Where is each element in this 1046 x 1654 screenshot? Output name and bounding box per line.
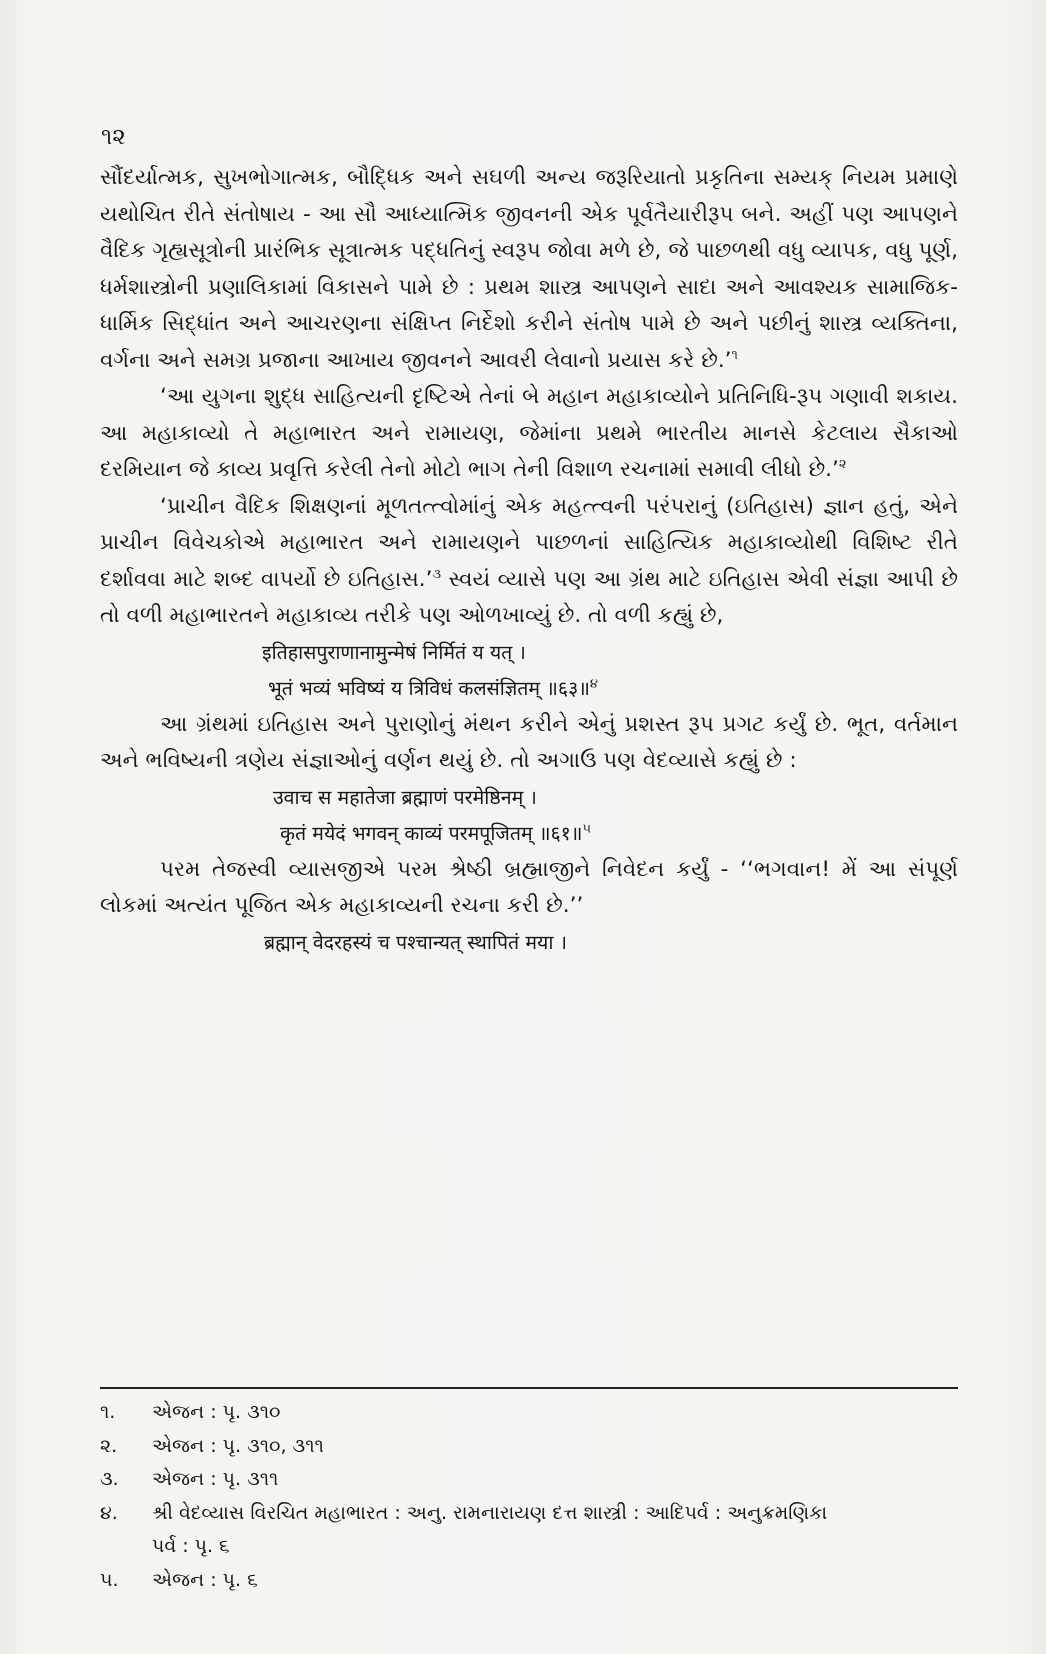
paragraph: પરમ તેજસ્વી વ્યાસજીએ પરમ શ્રેષ્ઠી બ્રહ્માજીને નિવેદન કર્યું - ‘‘ભગવાન! મેં આ સંપૂર્ણ લોકમાં અત્યંત પૂજિત એક મહાકાવ્યની રચના કરી છે.’’ (100, 856, 958, 918)
sanskrit-verse-line: उवाच स महातेजा ब्रह्माणं परमेष्ठिनम् । (273, 785, 537, 809)
verse-text: भूतं भव्यं भविष्यं य त्रिविधं कलसंज्ञितम् ॥६३॥ (268, 676, 590, 700)
footnote-ref: ૪ (589, 676, 598, 691)
sanskrit-verse-line: ब्रह्मान् वेदरहस्यं च पश्चान्यत् स्थापितं मया । (264, 930, 567, 954)
verse-text: कृतं मयेदं भगवन् काव्यं परमपूजितम् ॥६१॥ (280, 821, 583, 845)
footnote (100, 1430, 970, 1464)
footnote-ref: ૫ (582, 821, 592, 836)
sanskrit-verse-line (100, 816, 958, 852)
footnote-ref: ૩ (432, 566, 442, 582)
paragraph: આ ગ્રંથમાં ઇતિહાસ અને પુરાણોનું મંથન કરીને એનું પ્રશસ્ત રૂપ પ્રગટ કર્યું છે. ભૂત, વર્તમાન અને ભવિષ્યની ત્રણેય સંજ્ઞાઓનું વર્ણન થયું છે. તો અગાઉ પણ વેદવ્યાસે કહ્યું છે : (100, 711, 958, 773)
footnote-text: એજન : પૃ. ૩૧૦ (152, 1401, 281, 1423)
body-text (100, 160, 958, 961)
paragraph-text: ‘પ્રાચીન વૈદિક શિક્ષણનાં મૂળતત્ત્વોમાંનું એક મહત્ત્વની પરંપરાનું (ઇતિહાસ) જ્ઞાન હતું, એને પ્રાચીન વિવેચકોએ મહાભારત અને રામાયણને પાછળનાં સાહિત્યિક મહાકાવ્યોથી વિશિષ્ટ રીતે દર્શાવવા માટે શબ્દ વાપર્યો છે ઇતિહાસ.’ (100, 493, 958, 592)
footnote (100, 1564, 970, 1598)
paragraph-text: ‘આ યુગના શુદ્ધ સાહિત્યની દૃષ્ટિએ તેનાં બે મહાન મહાકાવ્યોને પ્રતિનિધિ-રૂપ ગણાવી શકાય. આ મહાકાવ્યો તે મહાભારત અને રામાયણ, જેમાંના પ્રથમે ભારતીય માનસે કેટલાય સૈકાઓ દરમિયાન જે કાવ્ય પ્રવૃત્તિ કરેલી તેનો મોટો ભાગ તેની વિશાળ રચનામાં સમાવી લીધો છે.’ (100, 384, 958, 482)
paragraph-text: સૌંદર્યાત્મક, સુખભોગાત્મક, બૌદ્ધિક અને સઘળી અન્ય જરૂરિયાતો પ્રકૃતિના સમ્યક્ નિયમ પ્રમાણે યથોચિત રીતે સંતોષાય - આ સૌ આધ્યાત્મિક જીવનની એક પૂર્વતૈયારીરૂપ બને. અહીં પણ આપણને વૈદિક ગૃહ્યસૂત્રોની પ્રારંભિક સૂત્રાત્મક પદ્ધતિનું સ્વરૂપ જોવા મળે છે, જે પાછળથી વધુ વ્યાપક, વધુ પૂર્ણ, ધર્મશાસ્ત્રોની પ્રણાલિકામાં વિકાસને પામે છે : પ્રથમ શાસ્ત્ર આપણને સાદા અને આવશ્યક સામાજિક-ધાર્મિક સિદ્ધાંત અને આચરણના સંક્ષિપ્ત નિર્દેશો કરીને સંતોષ પામે છે અને પછીનું શાસ્ત્ર વ્યક્તિના, વર્ગના અને સમગ્ર પ્રજાના આખાય જીવનને આવરી લેવાનો પ્રયાસ કરે છે.’ (100, 165, 958, 373)
paragraph-text: સ્વયં વ્યાસે પણ આ ગ્રંથ માટે ઇતિહાસ એવી સંજ્ઞા આપી છે તો વળી મહાભારતને મહાકાવ્ય તરીકે પણ ઓળખાવ્યું છે. તો વળી કહ્યું છે, (100, 566, 958, 628)
footnote-ref: ૧ (731, 347, 738, 363)
footnote-continuation: પર્વ : પૃ. ૬ (152, 1535, 230, 1557)
footnotes (100, 1396, 970, 1597)
paragraph (100, 489, 958, 635)
footnote-text: એજન : પૃ. ૩૧૦, ૩૧૧ (152, 1434, 324, 1457)
footnote-divider (100, 1387, 958, 1389)
page-number: ૧૨ (101, 124, 126, 150)
paragraph (100, 160, 958, 379)
sanskrit-verse-line (100, 671, 958, 707)
footnote (100, 1463, 970, 1497)
footnote (100, 1497, 970, 1531)
footnote-number: ૪. (100, 1501, 118, 1524)
footnote-number: ૧. (100, 1401, 116, 1423)
footnote (100, 1396, 970, 1430)
footnote-number: ૩. (100, 1468, 119, 1490)
footnote-ref: ૨ (838, 456, 847, 472)
sanskrit-verse-line: इतिहासपुराणानामुन्मेषं निर्मितं य यत् । (262, 640, 526, 664)
paragraph (100, 379, 958, 489)
footnote-number: ૨. (100, 1434, 118, 1457)
footnote-number: ૫. (100, 1568, 119, 1591)
footnote-text: એજન : પૃ. ૩૧૧ (152, 1468, 279, 1490)
footnote-text: શ્રી વેદવ્યાસ વિરચિત મહાભારત : અનુ. રામનારાયણ દત્ત શાસ્ત્રી : આદિપર્વ : અનુક્રમણિકા (152, 1501, 828, 1524)
footnote-text: એજન : પૃ. ૬ (152, 1568, 258, 1591)
